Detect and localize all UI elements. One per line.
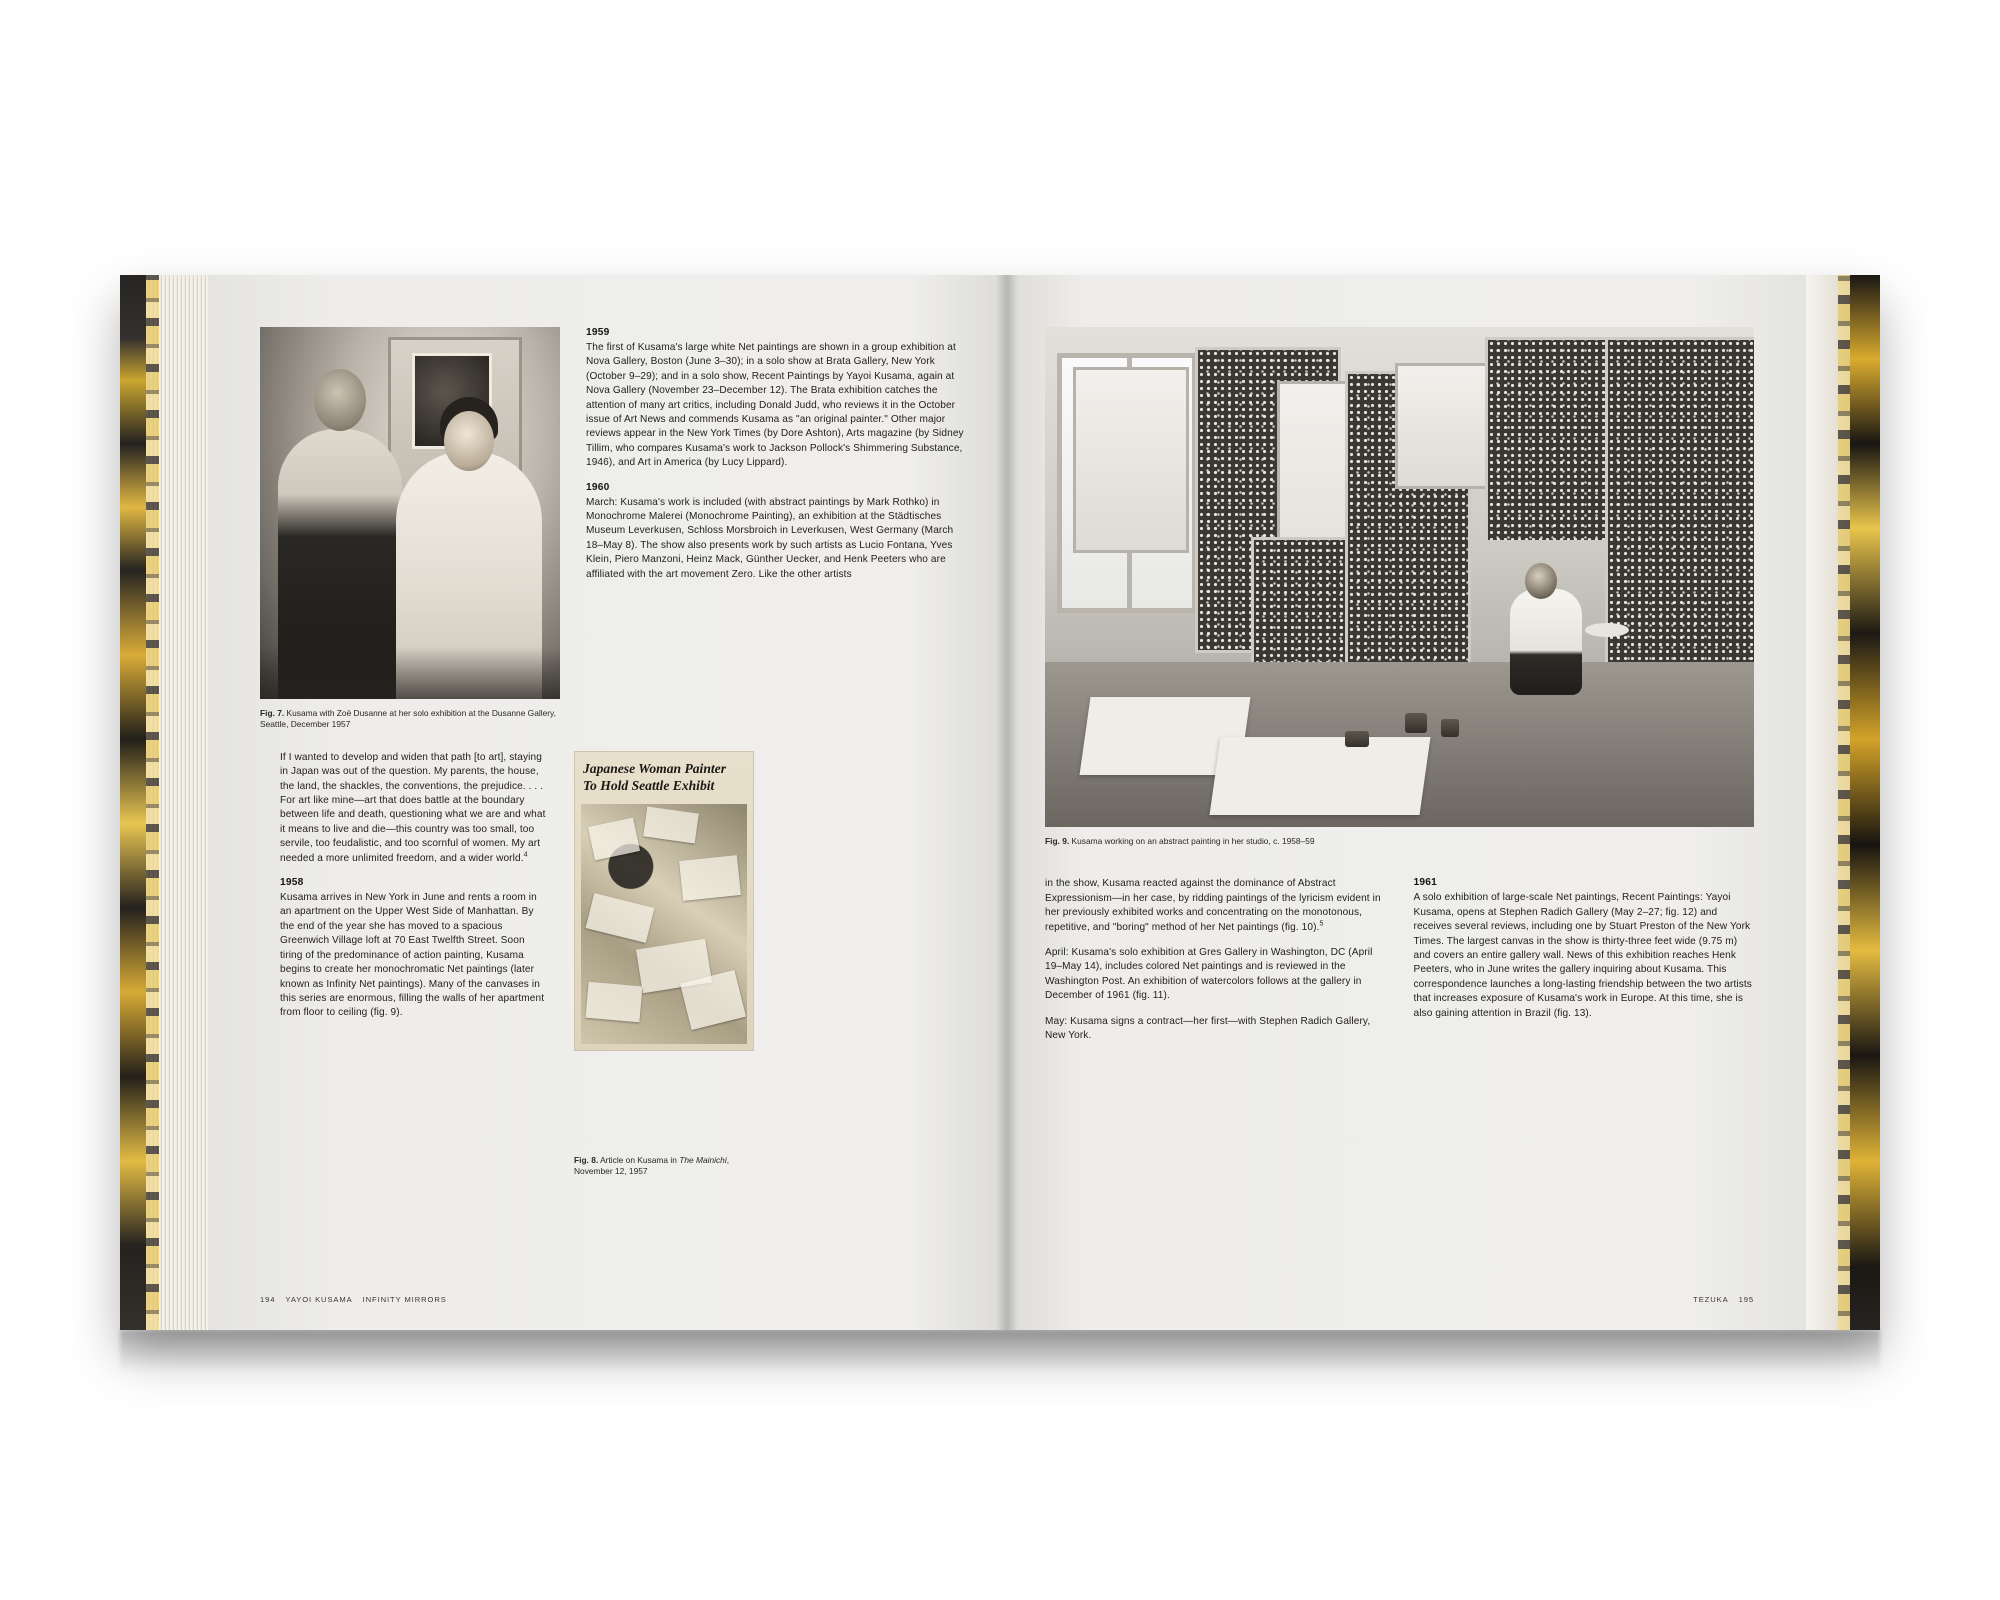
paint-can-3 bbox=[1345, 731, 1369, 747]
floor-paper-2 bbox=[1210, 737, 1431, 815]
left-page-chronology-column bbox=[586, 327, 969, 731]
artist-figure-body bbox=[1510, 589, 1582, 695]
figure-7-caption bbox=[260, 708, 566, 731]
entry-1960-year: 1960 bbox=[586, 481, 610, 493]
figure-7 bbox=[260, 327, 560, 731]
cover-pattern-right bbox=[1850, 275, 1880, 1330]
folio-left-subtitle: INFINITY MIRRORS bbox=[362, 1295, 447, 1304]
figure-8-artwork bbox=[581, 804, 747, 1044]
paint-palette bbox=[1585, 623, 1629, 637]
cover-pattern-right-inner bbox=[1838, 275, 1850, 1330]
figure-9-caption bbox=[1045, 836, 1754, 847]
entry-1959-text: The first of Kusama's large white Net paintings are shown in a group exhibition at Nova Gallery, Boston (June 3–30); in a solo show at Brata Gallery, New York (October 9–29); and in a solo show, Recent Paintings by Yayoi Kusama, again at Nova Gallery (November 23–December 12). The Brata exhibition catches the attention of many art critics, including Donald Judd, who reviews it in the October issue of Art News and commends Kusama as "an original painter." Other major reviews appear in the New York Times (by Dore Ashton), Arts magazine (by Sidney Tillim, who compares Kusama's work to Jackson Pollock's Shimmering Substance, 1946), and Art in America (by Lucy Lippard). bbox=[586, 342, 964, 469]
figure-8-headline-line-2: To Hold Seattle Exhibit bbox=[583, 777, 715, 793]
entry-1958-text: Kusama arrives in New York in June and rents a room in an apartment on the Upper West Side of Manhattan. By the end of the year she has moved to a spacious Greenwich Village loft at 70 East Twelfth Street. Soon tiring of the predominance of action painting, Kusama begins to create her monochromatic Net paintings (later known as Infinity Net paintings). Many of the canvases in this series are enormous, filling the walls of her apartment from floor to ceiling (fig. 9). bbox=[280, 892, 545, 1019]
book-edge-right bbox=[1805, 275, 1880, 1330]
entry-1958-year: 1958 bbox=[280, 877, 304, 889]
right-paragraph-3: May: Kusama signs a contract—her first—with Stephen Radich Gallery, New York. bbox=[1045, 1015, 1371, 1042]
folio-left-page-number: 194 bbox=[260, 1295, 276, 1304]
figure-8-headline-line-1: Japanese Woman Painter bbox=[583, 760, 726, 776]
figure-8-caption-tail: , November 12, 1957 bbox=[574, 1154, 730, 1177]
folio-left bbox=[260, 1295, 447, 1304]
entry-1960-text: March: Kusama's work is included (with abstract paintings by Mark Rothko) in Monochrome Malerei (Monochrome Painting), an exhibition at the Städtisches Museum Leverkusen, Schloss Morsbroich in Leverkusen, West Germany (March 18–May 8). The show also presents work by such artists as Lucio Fontana, Yves Klein, Piero Manzoni, Heinz Mack, Günther Uecker, and Henk Peeters who are affiliated with the art movement Zero. Like the other artists bbox=[586, 496, 954, 580]
figure-8-headline bbox=[583, 760, 745, 794]
photo-person-right-head bbox=[444, 411, 494, 471]
pull-quote-footnote: 4 bbox=[523, 851, 528, 859]
collage-scrap bbox=[586, 893, 655, 943]
entry-1959-year: 1959 bbox=[586, 327, 610, 338]
folio-right bbox=[1693, 1295, 1754, 1304]
folio-right-page-number: 195 bbox=[1738, 1295, 1754, 1304]
figure-7-caption-text: Kusama with Zoë Dusanne at her solo exhibition at the Dusanne Gallery, Seattle, December 1957 bbox=[260, 708, 556, 730]
right-paragraph-1 bbox=[1045, 877, 1386, 935]
collage-scrap bbox=[588, 817, 640, 860]
figure-8-caption-wrap bbox=[574, 1155, 752, 1178]
right-page-column-2 bbox=[1414, 877, 1755, 1054]
open-book bbox=[120, 275, 1880, 1330]
right-page-column-1 bbox=[1045, 877, 1386, 1054]
book-spread bbox=[208, 275, 1806, 1330]
collage-scrap bbox=[643, 806, 699, 843]
net-painting-5 bbox=[1605, 337, 1754, 703]
figure-8-caption bbox=[574, 1155, 734, 1178]
canvas-blank-left bbox=[1073, 367, 1189, 553]
cover-pattern-left bbox=[120, 275, 146, 1330]
artist-figure-head bbox=[1525, 563, 1557, 599]
cover-pattern-left-inner bbox=[146, 275, 159, 1330]
right-paragraph-1-text: in the show, Kusama reacted against the dominance of Abstract Expressionism—in her case, by ridding paintings of the lyricism evident in her previously exhibited works and concentrating on the monotonous, repetitive, and "boring" method of her Net paintings (fig. 10). bbox=[1045, 878, 1381, 933]
figure-8 bbox=[574, 751, 752, 1178]
figure-7-photo bbox=[260, 327, 560, 699]
book-edge-left bbox=[120, 275, 209, 1330]
collage-scrap bbox=[586, 982, 643, 1023]
figure-9-photo bbox=[1045, 327, 1754, 827]
page-194 bbox=[208, 275, 1007, 1330]
entry-1961-year: 1961 bbox=[1413, 877, 1437, 889]
right-page-columns bbox=[1045, 877, 1754, 1054]
entry-1961-text: A solo exhibition of large-scale Net paintings, Recent Paintings: Yayoi Kusama, opens at Stephen Radich Gallery (May 2–27; fig. 12) and receives several reviews, including one by Stuart Preston of the New York Times. The largest canvas in the show is thirty-three feet wide (9.75 m) and covers an entire gallery wall. News of this exhibition reaches Henk Peeters, who in June writes the gallery inquiring about Kusama. This correspondence launches a long-lasting friendship between the two artists that increases exposure of Kusama's work in Europe. At this time, she is also gaining attention in Brazil (fig. 13). bbox=[1413, 892, 1752, 1019]
paint-can-2 bbox=[1441, 719, 1459, 737]
folio-right-author: TEZUKA bbox=[1693, 1295, 1729, 1304]
folio-left-title: YAYOI KUSAMA bbox=[285, 1295, 353, 1304]
left-page-bottom-section bbox=[260, 751, 969, 1178]
page-195 bbox=[1007, 275, 1806, 1330]
figure-9-caption-label: Fig. 9. bbox=[1045, 836, 1070, 846]
book-shadow bbox=[120, 1330, 1880, 1372]
figure-8-caption-text: Article on Kusama in bbox=[598, 1154, 680, 1165]
left-page-quote-column bbox=[260, 751, 550, 1178]
figure-7-caption-label: Fig. 7. bbox=[260, 708, 285, 718]
photo-floor-shadow bbox=[260, 647, 560, 699]
figure-9-caption-text: Kusama working on an abstract painting in her studio, c. 1958–59 bbox=[1069, 836, 1315, 846]
paint-can-1 bbox=[1405, 713, 1427, 733]
photo-person-left-head bbox=[314, 369, 366, 431]
figure-8-caption-italic: The Mainichi bbox=[679, 1154, 727, 1165]
right-paragraph-1-footnote: 5 bbox=[1319, 920, 1324, 928]
right-paragraph-2: April: Kusama's solo exhibition at Gres Gallery in Washington, DC (April 19–May 14), includes colored Net paintings and is reviewed in the Washington Post. An exhibition of watercolors follows at the gallery in December of 1961 (fig. 11). bbox=[1045, 947, 1373, 1002]
left-page-top-section bbox=[260, 327, 969, 731]
figure-8-clipping bbox=[574, 751, 754, 1051]
collage-scrap bbox=[679, 855, 741, 901]
pull-quote-text: If I wanted to develop and widen that path [to art], staying in Japan was out of the question. My parents, the house, the land, the shackles, the conventions, the prejudice. . . . For art like mine—art that does battle at the boundary between life and death, questioning what we are and what it means to live and die—this country was too small, too servile, too feudalistic, and too scornful of women. My art needed a more unlimited freedom, and a wider world. bbox=[280, 751, 546, 864]
figure-8-caption-label: Fig. 8. bbox=[574, 1154, 599, 1165]
pull-quote bbox=[280, 751, 550, 866]
